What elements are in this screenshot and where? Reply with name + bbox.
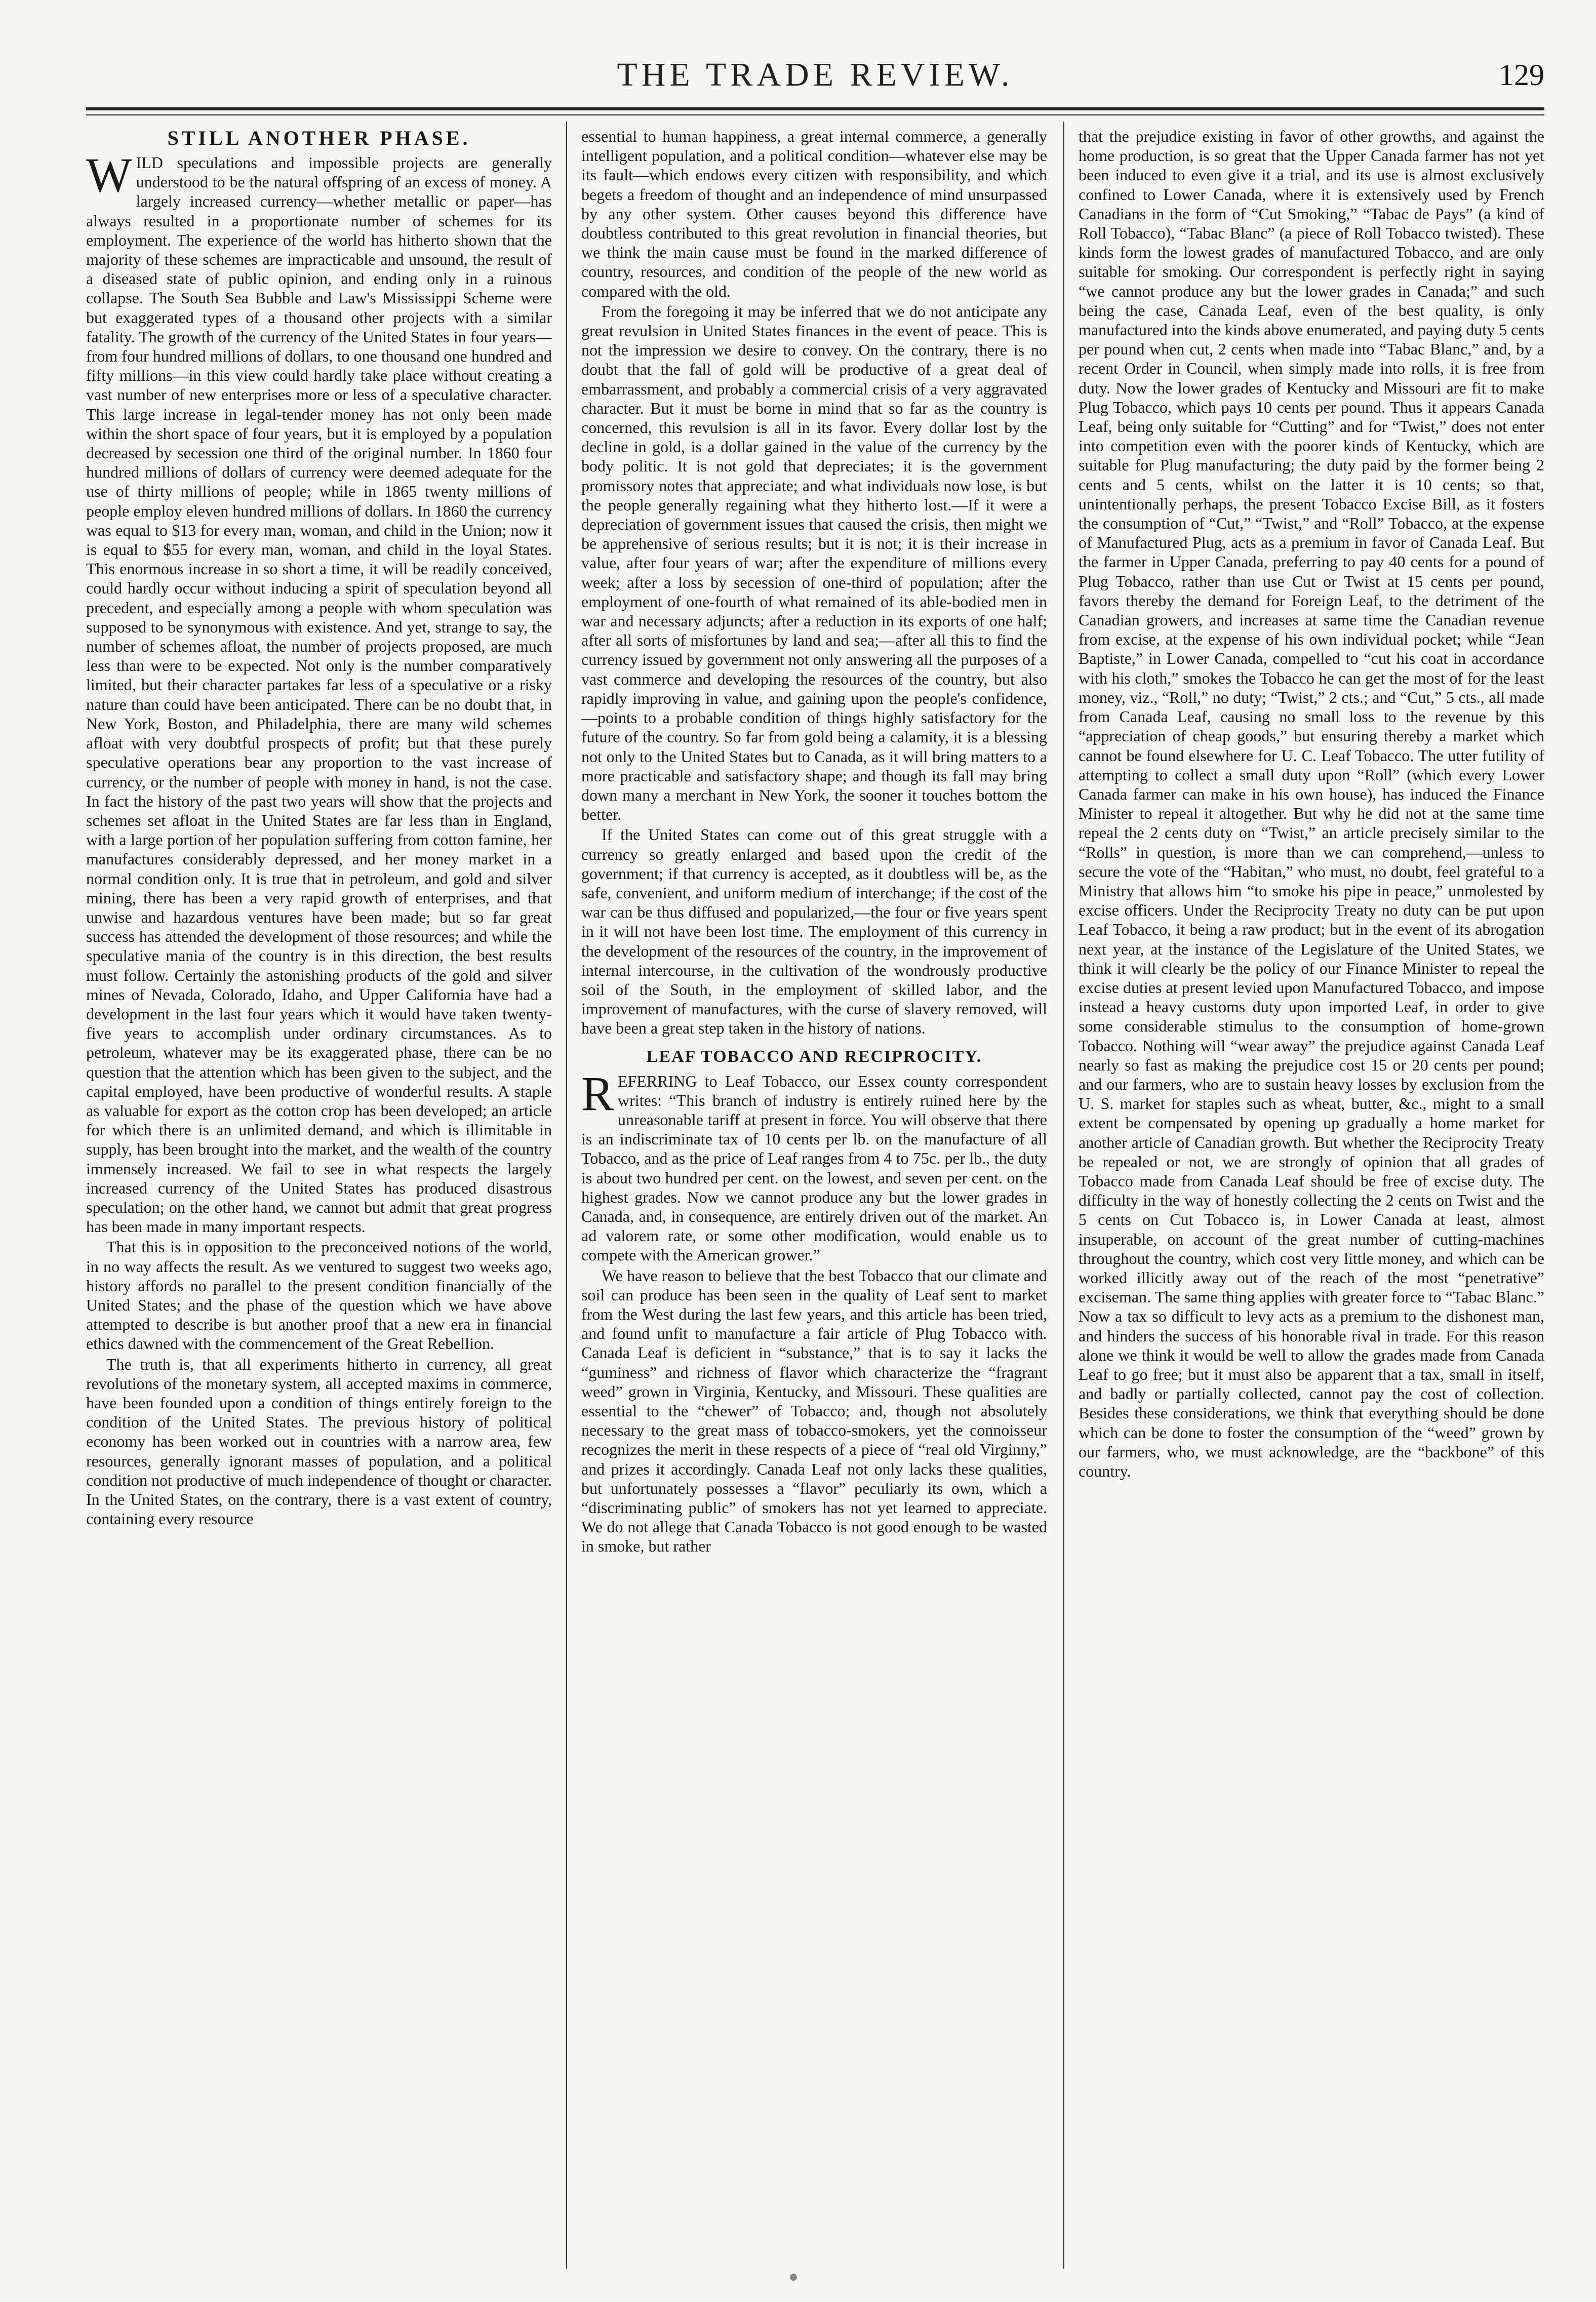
column-1 xyxy=(86,127,552,2269)
article-title-leaf-tobacco: LEAF TOBACCO AND RECIPROCITY. xyxy=(646,1047,982,1066)
running-title: THE TRADE REVIEW. xyxy=(617,56,1014,93)
column-2 xyxy=(581,127,1047,2269)
dropcap: R xyxy=(581,1066,614,1121)
article2-paragraph-1 xyxy=(581,1066,1047,1265)
article1-paragraph-1-text: ILD speculations and impossible projects are generally understood to be the natural offspring of an excess of money. A largely increased currency—whether metallic or paper—has always resulted in a proportionate number of schemes for its employment. The experience of the world has hitherto shown that the majority of these schemes are impracticable and unsound, the result of a diseased state of public opinion, and ending only in a ruinous collapse. The South Sea Bubble and Law's Mississippi Scheme were but exaggerated types of a thousand other projects with a similar fatality. The growth of the currency of the United States in four years—from four hundred millions of dollars, to one thousand one hundred and fifty millions—in this view could hardly take place without creating a vast number of new enterprises more or less of a speculative character. This large increase in legal-tender money has not only been made within the short space of four years, but it is employed by a population decreased by secession one third of the original number. In 1860 four hundred millions of dollars of currency were deemed adequate for the use of thirty millions of people; while in 1865 twenty millions of people employ eleven hundred millions of dollars. In 1860 the currency was equal to $13 for every man, woman, and child in the Union; now it is equal to $55 for every man, woman, and child in the loyal States. This enormous increase in so short a time, it will be readily conceived, could hardly occur without inducing a spirit of speculation beyond all precedent, and especially among a people with whom speculation was supposed to be synonymous with existence. And yet, strange to say, the number of schemes afloat, the number of projects proposed, are much less than were to be expected. Not only is the number comparatively limited, but their character partakes far less of a speculative or a risky nature than could have been anticipated. There can be no doubt that, in New York, Boston, and Philadelphia, there are many wild schemes afloat with very doubtful prospects of profit; but that these purely speculative operations bear any proportion to the vast increase of currency, or the number of people with money in hand, is not the case. In fact the history of the past two years will show that the projects and schemes set afloat in the United States are far less than in England, with a large portion of her population suffering from cotton famine, her manufactures considerably depressed, and her money market in a normal condition only. It is true that in petroleum, and gold and silver mining, there has been a very rapid growth of enterprises, and that unwise and hazardous ventures have been made; but so far great success has attended the development of those resources; and while the speculative mania of the country is in this direction, the best results must follow. Certainly the astonishing products of the gold and silver mines of Nevada, Colorado, Idaho, and Upper California have had a development in the last four years which it would have taken twenty-five years to accomplish under ordinary circumstances. As to petroleum, whatever may be its exaggerated phase, there can be no question that the attention which has been given to the subject, and the capital employed, have been productive of wonderful results. A staple as valuable for export as the cotton crop has been developed; an article for which there is an unlimited demand, and which is illimitable in supply, has been brought into the market, and the wealth of the country immensely increased. We fail to see in what respects the largely increased currency of the United States has produced disastrous speculation; on the other hand, we cannot but admit that great progress has been made in many important respects. xyxy=(86,153,552,1236)
page-number: 129 xyxy=(1499,58,1544,92)
article1-paragraph-3-continued: essential to human happiness, a great internal commerce, a generally intelligent population, and a political condition—whatever else may be its fault—which endows every citizen with responsibility, and which begets a freedom of thought and an independence of mind unsurpassed by any other system. Other causes beyond this difference have doubtless contributed to this great revolution in financial theories, but we think the main cause must be found in the marked difference of country, resources, and condition of the people of the new world as compared with the old. xyxy=(581,127,1047,300)
column-divider-1 xyxy=(566,122,567,2269)
column-3 xyxy=(1079,127,1544,2269)
article1-paragraph-4: From the foregoing it may be inferred that we do not anticipate any great revulsion in United States finances in the event of peace. This is not the impression we desire to convey. On the contrary, there is no doubt that the fall of gold will be productive of a great deal of embarrassment, and probably a commercial crisis of a very aggravated character. But it must be borne in mind that so far as the country is concerned, this revulsion is all in its favor. Every dollar lost by the decline in gold, is a dollar gained in the value of the currency by the body politic. It is not gold that depreciates; it is the government promissory notes that appreciate; and what individuals now lose, is but the people generally regaining what they hitherto lost.—If it were a depreciation of government issues that caused the crisis, then might we be apprehensive of serious results; but it is not; it is their increase in value, after four years of war; after the expenditure of millions every week; after a loss by secession of one-third of population; after the employment of one-fourth of what remained of its able-bodied men in war and necessary adjuncts; after a reduction in its exports of one half; after all sorts of misfortunes by land and sea;—after all this to find the currency issued by government not only answering all the purposes of a vast commerce and developing the resources of the country, but also rapidly improving in value, and gaining upon the people's confidence,—points to a probable condition of things highly satisfactory for the future of the country. So far from gold being a calamity, it is a blessing not only to the United States but to Canada, as it will bring matters to a more practicable and satisfactory shape; and though its fall may bring down many a merchant in New York, the sooner it touches bottom the better. xyxy=(581,302,1047,824)
page-blemish xyxy=(790,2274,797,2281)
dropcap: W xyxy=(86,148,132,202)
article2-paragraph-2: We have reason to believe that the best Tobacco that our climate and soil can produce has been seen in the quality of Leaf sent to market from the West during the last few years, and this article has been tried, and found unfit to manufacture a fair article of Plug Tobacco with. Canada Leaf is deficient in “substance,” that is to say it lacks the “guminess” and richness of flavor which characterize the “fragrant weed” grown in Virginia, Kentucky, and Missouri. These qualities are essential to the “chewer” of Tobacco; and, though not absolutely necessary to the great mass of tobacco-smokers, yet the connoisseur recognizes the merit in these respects of a piece of “real old Virginny,” and prizes it accordingly. Canada Leaf not only lacks these qualities, but unfortunately possesses a “flavor” peculiarly its own, which a “discriminating public” of smokers has not yet learned to appreciate. We do not allege that Canada Tobacco is not good enough to be wasted in smoke, but rather xyxy=(581,1266,1047,1556)
article2-paragraph-1-text: EFERRING to Leaf Tobacco, our Essex county correspondent writes: “This branch of industry is entirely ruined here by the unreasonable tariff at present in force. You will observe that there is an indiscriminate tax of 10 cents per lb. on the manufacture of all Tobacco, and as the price of Leaf ranges from 4 to 75c. per lb., the duty is about two hundred per cent. on the lowest, and seven per cent. on the highest grades. Now we cannot produce any but the lower grades in Canada, and, in consequence, are entirely driven out of the market. An ad valorem rate, or some other modification, would enable us to compete with the American grower.” xyxy=(581,1071,1047,1264)
article1-paragraph-1 xyxy=(86,148,552,1236)
article1-paragraph-2: That this is in opposition to the preconceived notions of the world, in no way affects the result. As we ventured to suggest two weeks ago, history affords no parallel to the present condition financially of the United States; and the phase of the question which we have above attempted to describe is but another proof that a new era in financial ethics dawned with the commencement of the Great Rebellion. xyxy=(86,1238,552,1353)
article-title-still-another-phase: STILL ANOTHER PHASE. xyxy=(167,127,471,149)
header-rule-thin xyxy=(86,114,1544,115)
article2-paragraph-2-continued: that the prejudice existing in favor of other growths, and against the home production, is so great that the Upper Canada farmer has not yet been induced to even give it a trial, and its use is almost exclusively confined to Lower Canada, where it is extensively used by French Canadians in the form of “Cut Smoking,” “Tabac de Pays” (a kind of Roll Tobacco), “Tabac Blanc” (a piece of Roll Tobacco twisted). These kinds form the lowest grades of manufactured Tobacco, and are only suitable for smoking. Our correspondent is perfectly right in saying “we cannot produce any but the lower grades in Canada;” and such being the case, Canada Leaf, even of the best quality, is only manufactured into the kinds above enumerated, and paying duty 5 cents per pound when cut, 2 cents when made into “Tabac Blanc,” and, by a recent Order in Council, when simply made into rolls, it is free from duty. Now the lower grades of Kentucky and Missouri are fit to make Plug Tobacco, which pays 10 cents per pound. Thus it appears Canada Leaf, being only suitable for “Cutting” and for “Twist,” does not enter into competition even with the poorer kinds of Kentucky, which are suitable for Plug manufacturing; the duty paid by the former being 2 cents and 5 cents, whilst on the latter it is 10 cents; so that, unintentionally perhaps, the present Tobacco Excise Bill, as it fosters the consumption of “Cut,” “Twist,” and “Roll” Tobacco, at the expense of Manufactured Plug, acts as a premium in favor of Canada Leaf. But the farmer in Upper Canada, preferring to pay 40 cents for a pound of Plug Tobacco, rather than use Cut or Twist at 15 cents per pound, favors thereby the demand for Foreign Leaf, to the detriment of the Canadian growers, and increases at same time the Canadian revenue from excise, at the expense of his own individual pocket; while “Jean Baptiste,” in Lower Canada, compelled to “cut his coat in accordance with his cloth,” smokes the Tobacco he can get the most of for the least money, viz., “Roll,” no duty; “Twist,” 2 cts.; and “Cut,” 5 cts., all made from Canada Leaf, causing no small loss to the revenue by this “appreciation of cheap goods,” but ensuring thereby a market which cannot be found elsewhere for U. C. Leaf Tobacco. The utter futility of attempting to collect a small duty upon “Roll” (which every Lower Canada farmer can make in his own house), has induced the Finance Minister to repeal it altogether. But why he did not at the same time repeal the 2 cents duty on “Twist,” an article precisely similar to the “Rolls” in question, is more than we can comprehend,—unless to secure the vote of the “Habitan,” who must, no doubt, feel grateful to a Ministry that allows him “to smoke his pipe in peace,” unmolested by excise officers. Under the Reciprocity Treaty no duty can be put upon Leaf Tobacco, it being a raw product; but in the event of its abrogation next year, at the instance of the Legislature of the United States, we think it will clearly be the policy of our Finance Minister to repeal the excise duties at present levied upon Manufactured Tobacco, and impose instead a heavy customs duty upon imported Leaf, in order to give some considerable stimulus to the consumption of home-grown Tobacco. Nothing will “wear away” the prejudice against Canada Leaf nearly so fast as making the prejudice cost 15 or 20 cents per pound; and our farmers, who are to sustain heavy losses by exclusion from the U. S. market for staples such as wheat, butter, &c., might to a small extent be compensated by opening up gradually a home market for another article of Canadian growth. But whether the Reciprocity Treaty be repealed or not, we are strongly of opinion that all grades of Tobacco made from Canada Leaf should be free of excise duty. The difficulty in the way of honestly collecting the 2 cents on Twist and the 5 cents on Cut Tobacco is, in Lower Canada at least, almost insuperable, on account of the great number of cutting-machines throughout the country, which cost very little money, and which can be worked illicitly away out of the reach of the most “penetrative” exciseman. The same thing applies with greater force to “Tabac Blanc.” Now a tax so difficult to levy acts as a premium to the dishonest man, and hinders the success of his honorable rival in trade. For this reason alone we think it would be well to allow the grades made from Canada Leaf to go free; but it must also be apparent that a tax, small in itself, and badly or partially collected, cannot pay the cost of collection. Besides these considerations, we think that everything should be done which can be done to foster the consumption of the “weed” grown by our farmers, who, we must acknowledge, are the “backbone” of this country. xyxy=(1079,127,1544,1481)
article1-paragraph-5: If the United States can come out of this great struggle with a currency so greatly enlarged and based upon the credit of the government; if that currency is accepted, as it doubtless will be, as the safe, convenient, and uniform medium of interchange; if the cost of the war can be thus diffused and popularized,—the four or five years spent in it will not have been lost time. The employment of this currency in the development of the resources of the country, in the improvement of internal intercourse, in the cultivation of the wondrously productive soil of the South, in the employment of skilled labor, and the improvement of manufactures, with the curse of slavery removed, will have been a great step taken in the history of nations. xyxy=(581,825,1047,1038)
header-rule-thick xyxy=(86,107,1544,110)
article1-paragraph-3: The truth is, that all experiments hitherto in currency, all great revolutions of the monetary system, all accepted maxims in commerce, have been founded upon a condition of things entirely foreign to the condition of the United States. The previous history of political economy has been worked out in countries with a narrow area, few resources, generally ignorant masses of population, and a political condition not productive of much independence of thought or character. In the United States, on the contrary, there is a vast extent of country, containing every resource xyxy=(86,1355,552,1528)
page-header xyxy=(86,51,1544,99)
column-divider-2 xyxy=(1063,122,1064,2269)
